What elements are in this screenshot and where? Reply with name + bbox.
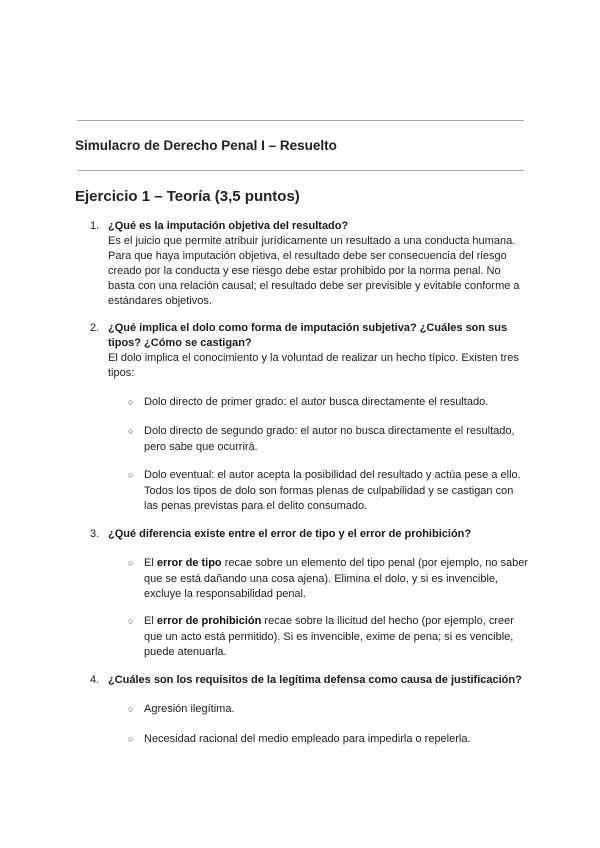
answer-2: El dolo implica el conocimiento y la voluntad de realizar un hecho típico. Existen tres tipos: — [108, 352, 519, 379]
list-item-text: Dolo directo de primer grado: el autor busca directamente el resultado. — [144, 396, 489, 408]
question-number: 4. — [90, 674, 100, 686]
question-text: ¿Qué implica el dolo como forma de imputación subjetiva? ¿Cuáles son sus tipos? ¿Cómo se castigan? — [108, 322, 508, 349]
bullet-icon: ○ — [128, 558, 134, 568]
term-error-de-tipo: error de tipo — [156, 557, 222, 569]
list-item-text: El error de tipo recae sobre un elemento del tipo penal (por ejemplo, no saber que se está dañando una cosa ajena). Elimina el dolo, y si es invencible, excluye la responsabilidad penal. — [144, 557, 528, 600]
title-divider — [77, 170, 524, 171]
list-item-text: Dolo directo de segundo grado: el autor no busca directamente el resultado, pero sabe que ocurrirá. — [144, 425, 515, 453]
question-number: 1. — [90, 220, 100, 232]
top-divider — [77, 120, 524, 121]
question-text: ¿Cuáles son los requisitos de la legítima defensa como causa de justificación? — [108, 674, 522, 686]
bullet-icon: ○ — [128, 470, 134, 480]
question-text: ¿Qué diferencia existe entre el error de tipo y el error de prohibición? — [108, 528, 472, 540]
bullet-icon: ○ — [128, 734, 134, 744]
term-error-de-prohibicion: error de prohibición — [156, 615, 262, 627]
bullet-icon: ○ — [128, 397, 134, 407]
bullet-icon: ○ — [128, 426, 134, 436]
exercise-heading: Ejercicio 1 – Teoría (3,5 puntos) — [75, 188, 300, 205]
bullet-icon: ○ — [128, 616, 134, 626]
answer-1: Es el juicio que permite atribuir jurídicamente un resultado a una conducta humana. Para que haya imputación objetiva, el resultado debe ser consecuencia del riesgo creado por la conducta y ese riesgo debe estar prohibido por la norma penal. No basta con una relación causal; el resultado debe ser previsible y evitable conforme a estándares objetivos. — [108, 235, 520, 307]
list-item-text: Agresión ilegítima. — [144, 703, 235, 715]
question-number: 2. — [90, 322, 100, 334]
document-title: Simulacro de Derecho Penal I – Resuelto — [75, 138, 337, 153]
question-number: 3. — [90, 528, 100, 540]
question-text: ¿Qué es la imputación objetiva del resultado? — [108, 220, 349, 232]
bullet-icon: ○ — [128, 704, 134, 714]
list-item-text: El error de prohibición recae sobre la ilicitud del hecho (por ejemplo, creer que un acto está permitido). Si es invencible, exime de pena; si es vencible, puede atenuarla. — [144, 615, 514, 658]
list-item-text: Necesidad racional del medio empleado para impedirla o repelerla. — [144, 733, 471, 745]
list-item-text: Dolo eventual: el autor acepta la posibilidad del resultado y actúa pese a ello. Todos los tipos de dolo son formas plenas de culpabilidad y se castigan con las penas previstas para el delito consumado. — [144, 469, 521, 512]
